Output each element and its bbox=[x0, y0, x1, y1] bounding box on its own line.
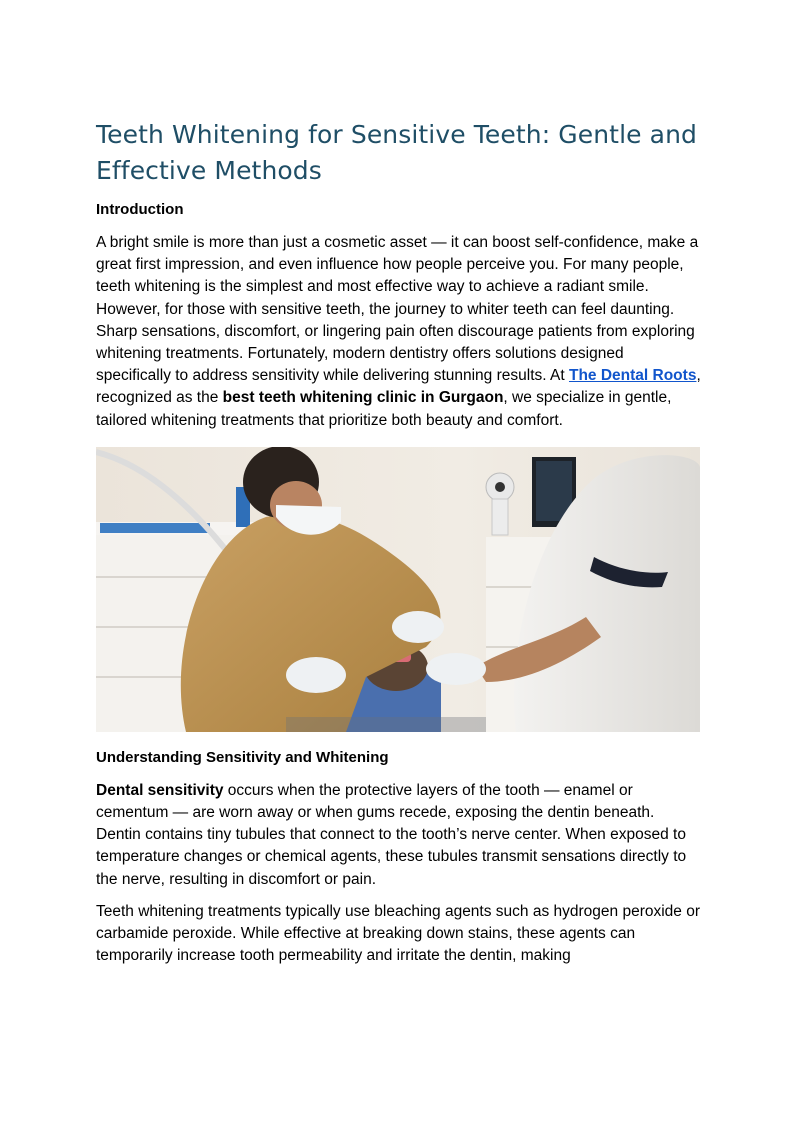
dentist-glove-left bbox=[286, 657, 346, 693]
dental-roots-link[interactable]: The Dental Roots bbox=[568, 367, 697, 385]
assistant-glove bbox=[426, 653, 486, 685]
intro-text-3: , we specialize in gentle, tailored whitening treatments that prioritize both beauty and comfort. bbox=[96, 389, 672, 429]
sensitivity-bold-term: Dental sensitivity bbox=[96, 781, 224, 799]
document-page bbox=[96, 117, 702, 967]
intro-text-1: A bright smile is more than just a cosmetic asset — it can boost self-confidence, make a great first impression, and even influence how people perceive you. For many people, teeth whitening is the simplest and most effective way to achieve a radiant smile. However, for those with sensitive teeth, the journey to whiter teeth can feel daunting. Sharp sensations, discomfort, or lingering pain often discourage patients from exploring whitening treatments. Fortunately, modern dentistry offers solutions designed specifically to address sensitivity while delivering stunning results. At bbox=[96, 234, 699, 385]
sensitivity-text: occurs when the protective layers of the tooth — enamel or cementum — are worn away or when gums recede, exposing the dentin beneath. Dentin contains tiny tubules that connect to the tooth’s nerve center. When exposed to temperature changes or chemical agents, these tubules transmit sensations directly to the nerve, resulting in discomfort or pain. bbox=[96, 781, 687, 888]
intro-bold-clinic: best teeth whitening clinic in Gurgaon bbox=[222, 389, 504, 407]
section-heading: Understanding Sensitivity and Whitening bbox=[96, 748, 389, 766]
dental-treatment-photo bbox=[96, 447, 700, 732]
intro-heading: Introduction bbox=[96, 201, 184, 218]
dentist-glove-right bbox=[392, 611, 444, 643]
intro-text-2: , recognized as the bbox=[96, 367, 701, 407]
blue-tray bbox=[100, 523, 210, 533]
page-title: Teeth Whitening for Sensitive Teeth: Gentle and Effective Methods bbox=[96, 120, 697, 185]
intro-paragraph bbox=[96, 232, 702, 432]
sensitivity-paragraph bbox=[96, 780, 702, 891]
whitening-paragraph: Teeth whitening treatments typically use bleaching agents such as hydrogen peroxide or carbamide peroxide. While effective at breaking down stains, these agents can temporarily increase tooth permeability and irritate the dentin, making bbox=[96, 902, 701, 965]
